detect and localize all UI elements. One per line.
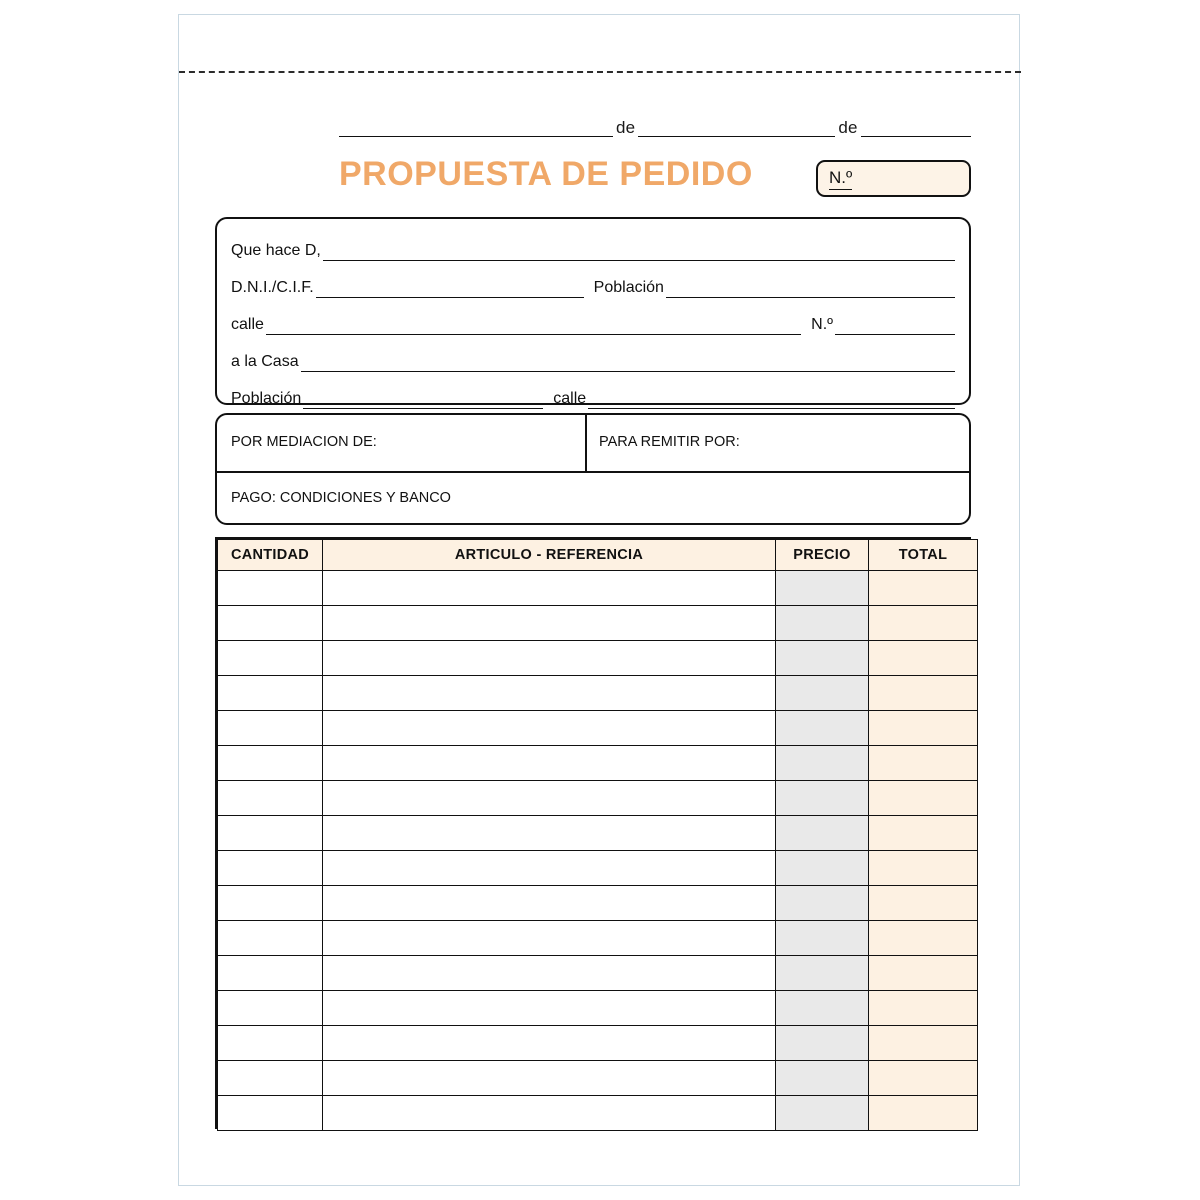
poblacion-input-1[interactable] bbox=[666, 279, 955, 298]
cell-total[interactable] bbox=[869, 886, 978, 921]
poblacion-input-2[interactable] bbox=[303, 390, 543, 409]
field-row-que-hace bbox=[231, 235, 955, 261]
date-year-blank[interactable] bbox=[861, 116, 971, 137]
cell-cantidad[interactable] bbox=[218, 886, 323, 921]
cell-precio[interactable] bbox=[776, 606, 869, 641]
cell-precio[interactable] bbox=[776, 676, 869, 711]
field-row-calle bbox=[231, 309, 955, 335]
que-hace-input[interactable] bbox=[323, 242, 955, 261]
cell-articulo[interactable] bbox=[323, 851, 776, 886]
cell-cantidad[interactable] bbox=[218, 641, 323, 676]
header-cantidad: CANTIDAD bbox=[218, 540, 323, 571]
items-table-body bbox=[218, 571, 978, 1131]
calle-input-2[interactable] bbox=[588, 390, 955, 409]
cell-precio[interactable] bbox=[776, 711, 869, 746]
field-row-poblacion-calle bbox=[231, 383, 955, 409]
cell-precio[interactable] bbox=[776, 746, 869, 781]
cell-total[interactable] bbox=[869, 571, 978, 606]
calle-numero-input[interactable] bbox=[835, 316, 955, 335]
a-la-casa-label: a la Casa bbox=[231, 353, 299, 370]
header-total: TOTAL bbox=[869, 540, 978, 571]
field-row-dni bbox=[231, 272, 955, 298]
cell-total[interactable] bbox=[869, 711, 978, 746]
perforation-line bbox=[179, 71, 1021, 73]
mediation-payment-box bbox=[215, 413, 971, 525]
date-de-label-2: de bbox=[838, 118, 858, 137]
cell-precio[interactable] bbox=[776, 641, 869, 676]
cell-articulo[interactable] bbox=[323, 956, 776, 991]
order-number-label: N.º bbox=[829, 169, 852, 190]
cell-precio[interactable] bbox=[776, 921, 869, 956]
cell-total[interactable] bbox=[869, 1061, 978, 1096]
table-row bbox=[218, 781, 978, 816]
cell-articulo[interactable] bbox=[323, 676, 776, 711]
cell-cantidad[interactable] bbox=[218, 676, 323, 711]
calle-numero-label: N.º bbox=[811, 316, 833, 333]
cell-cantidad[interactable] bbox=[218, 781, 323, 816]
mediation-horizontal-divider bbox=[217, 471, 969, 473]
table-row bbox=[218, 921, 978, 956]
date-line bbox=[339, 107, 971, 137]
cell-precio[interactable] bbox=[776, 571, 869, 606]
table-row bbox=[218, 641, 978, 676]
cell-articulo[interactable] bbox=[323, 816, 776, 851]
dni-input[interactable] bbox=[316, 279, 584, 298]
cell-articulo[interactable] bbox=[323, 571, 776, 606]
table-row bbox=[218, 711, 978, 746]
para-remitir-label: PARA REMITIR POR: bbox=[599, 434, 740, 450]
cell-total[interactable] bbox=[869, 746, 978, 781]
table-row bbox=[218, 991, 978, 1026]
calle-label-2: calle bbox=[553, 390, 587, 407]
table-row bbox=[218, 851, 978, 886]
cell-cantidad[interactable] bbox=[218, 921, 323, 956]
table-row bbox=[218, 1061, 978, 1096]
cell-articulo[interactable] bbox=[323, 991, 776, 1026]
cell-precio[interactable] bbox=[776, 1026, 869, 1061]
table-row bbox=[218, 1026, 978, 1061]
cell-cantidad[interactable] bbox=[218, 956, 323, 991]
header-precio: PRECIO bbox=[776, 540, 869, 571]
cell-total[interactable] bbox=[869, 921, 978, 956]
cell-total[interactable] bbox=[869, 606, 978, 641]
cell-precio[interactable] bbox=[776, 816, 869, 851]
cell-precio[interactable] bbox=[776, 851, 869, 886]
cell-total[interactable] bbox=[869, 781, 978, 816]
date-month-blank[interactable] bbox=[638, 116, 835, 137]
mediation-vertical-divider bbox=[585, 415, 587, 472]
cell-articulo[interactable] bbox=[323, 781, 776, 816]
header-articulo: ARTICULO - REFERENCIA bbox=[323, 540, 776, 571]
cell-articulo[interactable] bbox=[323, 606, 776, 641]
cell-articulo[interactable] bbox=[323, 641, 776, 676]
cell-total[interactable] bbox=[869, 676, 978, 711]
cell-cantidad[interactable] bbox=[218, 746, 323, 781]
cell-total[interactable] bbox=[869, 851, 978, 886]
cell-cantidad[interactable] bbox=[218, 711, 323, 746]
cell-precio[interactable] bbox=[776, 1061, 869, 1096]
cell-total[interactable] bbox=[869, 956, 978, 991]
order-form-sheet bbox=[178, 14, 1020, 1186]
items-table bbox=[217, 539, 978, 1131]
cell-total[interactable] bbox=[869, 1096, 978, 1131]
cell-cantidad[interactable] bbox=[218, 571, 323, 606]
cell-cantidad[interactable] bbox=[218, 1026, 323, 1061]
cell-cantidad[interactable] bbox=[218, 851, 323, 886]
cell-cantidad[interactable] bbox=[218, 1061, 323, 1096]
cell-articulo[interactable] bbox=[323, 711, 776, 746]
poblacion-label-1: Población bbox=[593, 279, 664, 296]
table-row bbox=[218, 1096, 978, 1131]
cell-articulo[interactable] bbox=[323, 1061, 776, 1096]
client-details-box bbox=[215, 217, 971, 405]
table-row bbox=[218, 571, 978, 606]
cell-articulo[interactable] bbox=[323, 1096, 776, 1131]
calle-label-1: calle bbox=[231, 316, 264, 333]
cell-articulo[interactable] bbox=[323, 746, 776, 781]
page-title: PROPUESTA DE PEDIDO bbox=[339, 155, 753, 193]
poblacion-label-2: Población bbox=[231, 390, 302, 407]
table-row bbox=[218, 886, 978, 921]
cell-total[interactable] bbox=[869, 1026, 978, 1061]
table-row bbox=[218, 676, 978, 711]
items-table-wrap bbox=[215, 537, 971, 1129]
cell-cantidad[interactable] bbox=[218, 606, 323, 641]
a-la-casa-input[interactable] bbox=[301, 353, 955, 372]
cell-total[interactable] bbox=[869, 816, 978, 851]
date-de-label-1: de bbox=[615, 118, 636, 137]
field-row-a-la-casa bbox=[231, 346, 955, 372]
cell-precio[interactable] bbox=[776, 1096, 869, 1131]
cell-total[interactable] bbox=[869, 991, 978, 1026]
cell-precio[interactable] bbox=[776, 781, 869, 816]
cell-cantidad[interactable] bbox=[218, 816, 323, 851]
cell-precio[interactable] bbox=[776, 991, 869, 1026]
table-row bbox=[218, 816, 978, 851]
cell-cantidad[interactable] bbox=[218, 991, 323, 1026]
order-number-box[interactable] bbox=[816, 160, 971, 197]
items-table-head bbox=[218, 540, 978, 571]
table-row bbox=[218, 606, 978, 641]
cell-articulo[interactable] bbox=[323, 886, 776, 921]
cell-cantidad[interactable] bbox=[218, 1096, 323, 1131]
que-hace-label: Que hace D, bbox=[231, 242, 321, 259]
por-mediacion-label: POR MEDIACION DE: bbox=[231, 434, 377, 450]
calle-input-1[interactable] bbox=[266, 316, 801, 335]
table-row bbox=[218, 746, 978, 781]
cell-articulo[interactable] bbox=[323, 1026, 776, 1061]
cell-articulo[interactable] bbox=[323, 921, 776, 956]
pago-condiciones-label: PAGO: CONDICIONES Y BANCO bbox=[231, 490, 451, 506]
items-header-row bbox=[218, 540, 978, 571]
cell-total[interactable] bbox=[869, 641, 978, 676]
date-day-blank[interactable] bbox=[339, 116, 613, 137]
table-row bbox=[218, 956, 978, 991]
dni-label: D.N.I./C.I.F. bbox=[231, 279, 314, 296]
cell-precio[interactable] bbox=[776, 886, 869, 921]
cell-precio[interactable] bbox=[776, 956, 869, 991]
